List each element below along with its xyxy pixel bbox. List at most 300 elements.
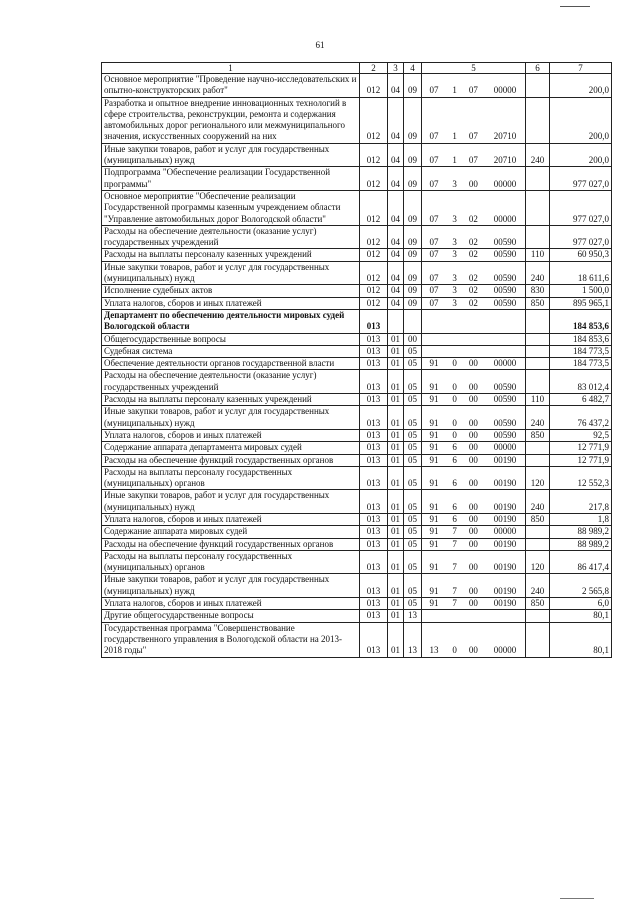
target-article-part: 02	[468, 237, 478, 248]
target-article-part: 00	[468, 178, 478, 189]
target-article-cell	[422, 454, 526, 466]
header-cell: 2	[360, 63, 388, 74]
target-article-part: 91	[429, 381, 439, 392]
target-article-parts	[423, 526, 524, 537]
section-code-cell: 01	[388, 574, 404, 598]
target-article-cell	[422, 297, 526, 309]
expense-type-cell	[526, 190, 550, 225]
target-article-parts	[423, 586, 524, 597]
expense-type-cell	[526, 74, 550, 98]
amount-cell: 200,0	[550, 143, 612, 167]
target-article-cell	[422, 225, 526, 249]
table-row	[102, 345, 612, 357]
subsection-code-cell: 05	[404, 574, 422, 598]
target-article-part: 00590	[493, 273, 517, 284]
target-article-part: 7	[452, 526, 457, 537]
expense-name-cell: Расходы на обеспечение функций государственных органов	[102, 454, 360, 466]
amount-cell: 184 773,5	[550, 358, 612, 370]
target-article-part: 00000	[493, 645, 517, 656]
expense-type-cell: 240	[526, 490, 550, 514]
subsection-code-cell: 05	[404, 513, 422, 525]
target-article-part: 00000	[493, 442, 517, 453]
table-row	[102, 261, 612, 285]
target-article-part: 1	[452, 155, 457, 166]
amount-cell: 80,1	[550, 622, 612, 657]
target-article-parts	[423, 273, 524, 284]
ministry-code-cell: 012	[360, 74, 388, 98]
target-article-part: 13	[429, 645, 439, 656]
target-article-parts	[423, 514, 524, 525]
expense-name-cell: Расходы на обеспечение функций государственных органов	[102, 538, 360, 550]
target-article-parts	[423, 478, 524, 489]
target-article-parts	[423, 131, 524, 142]
expense-type-cell: 110	[526, 394, 550, 406]
expense-name-cell: Иные закупки товаров, работ и услуг для государственных (муниципальных) нужд	[102, 406, 360, 430]
target-article-part: 91	[429, 538, 439, 549]
section-code-cell: 01	[388, 358, 404, 370]
expense-name-cell: Расходы на обеспечение деятельности (оказание услуг) государственных учреждений	[102, 225, 360, 249]
amount-cell: 76 437,2	[550, 406, 612, 430]
expense-name-cell: Судебная система	[102, 345, 360, 357]
table-row	[102, 249, 612, 261]
amount-cell: 1 500,0	[550, 285, 612, 297]
expense-type-cell	[526, 622, 550, 657]
target-article-part: 20710	[493, 131, 517, 142]
table-row	[102, 285, 612, 297]
ministry-code-cell: 013	[360, 526, 388, 538]
amount-cell: 60 950,3	[550, 249, 612, 261]
target-article-part: 0	[452, 394, 457, 405]
ministry-code-cell: 012	[360, 97, 388, 143]
expense-name-cell: Уплата налогов, сборов и иных платежей	[102, 297, 360, 309]
table-row	[102, 513, 612, 525]
section-code-cell: 04	[388, 285, 404, 297]
target-article-part: 00590	[493, 237, 517, 248]
target-article-part: 00190	[493, 538, 517, 549]
subsection-code-cell: 05	[404, 442, 422, 454]
target-article-part: 02	[468, 273, 478, 284]
page-number: 61	[315, 40, 325, 50]
target-article-parts	[423, 645, 524, 656]
ministry-code-cell: 012	[360, 249, 388, 261]
target-article-parts	[423, 455, 524, 466]
target-article-parts	[423, 562, 524, 573]
subsection-code-cell: 09	[404, 143, 422, 167]
target-article-cell	[422, 394, 526, 406]
target-article-part: 00	[468, 454, 478, 465]
table-row	[102, 309, 612, 333]
expense-type-cell: 850	[526, 598, 550, 610]
target-article-cell	[422, 598, 526, 610]
target-article-part: 00	[468, 417, 478, 428]
expense-type-cell	[526, 333, 550, 345]
section-code-cell: 01	[388, 550, 404, 574]
expense-name-cell: Иные закупки товаров, работ и услуг для государственных (муниципальных) нужд	[102, 574, 360, 598]
amount-cell: 12 552,3	[550, 466, 612, 490]
target-article-part: 7	[452, 538, 457, 549]
expense-type-cell: 850	[526, 429, 550, 441]
ministry-code-cell: 012	[360, 261, 388, 285]
expense-name-cell: Расходы на выплаты персоналу государственных (муниципальных) органов	[102, 550, 360, 574]
section-code-cell: 04	[388, 97, 404, 143]
target-article-part: 00	[468, 562, 478, 573]
target-article-part: 7	[452, 562, 457, 573]
section-code-cell: 04	[388, 249, 404, 261]
ministry-code-cell: 013	[360, 598, 388, 610]
target-article-part: 00	[468, 585, 478, 596]
subsection-code-cell: 09	[404, 74, 422, 98]
target-article-part: 00190	[493, 598, 517, 609]
section-code-cell: 01	[388, 513, 404, 525]
target-article-cell	[422, 97, 526, 143]
section-code-cell: 04	[388, 190, 404, 225]
expense-name-cell: Расходы на выплаты персоналу казенных учреждений	[102, 249, 360, 261]
table-row	[102, 466, 612, 490]
target-article-parts	[423, 179, 524, 190]
subsection-code-cell: 09	[404, 190, 422, 225]
target-article-parts	[423, 285, 524, 296]
amount-cell: 92,5	[550, 429, 612, 441]
target-article-part: 00190	[493, 585, 517, 596]
expense-type-cell: 240	[526, 261, 550, 285]
target-article-part: 00000	[493, 85, 517, 96]
subsection-code-cell: 05	[404, 394, 422, 406]
table-row	[102, 167, 612, 191]
target-article-cell	[422, 190, 526, 225]
target-article-part: 00190	[493, 513, 517, 524]
expense-name-cell: Содержание аппарата департамента мировых судей	[102, 442, 360, 454]
ministry-code-cell: 013	[360, 466, 388, 490]
section-code-cell: 04	[388, 261, 404, 285]
target-article-part: 3	[452, 213, 457, 224]
section-code-cell: 01	[388, 538, 404, 550]
amount-cell: 977 027,0	[550, 225, 612, 249]
subsection-code-cell: 13	[404, 610, 422, 622]
section-code-cell: 04	[388, 167, 404, 191]
table-row	[102, 538, 612, 550]
target-article-part: 00590	[493, 417, 517, 428]
section-code-cell: 01	[388, 345, 404, 357]
table-row	[102, 622, 612, 657]
ministry-code-cell: 013	[360, 454, 388, 466]
expense-name-cell: Иные закупки товаров, работ и услуг для государственных (муниципальных) нужд	[102, 261, 360, 285]
amount-cell: 1,8	[550, 513, 612, 525]
section-code-cell: 01	[388, 466, 404, 490]
section-code-cell: 04	[388, 74, 404, 98]
section-code-cell: 01	[388, 406, 404, 430]
target-article-part: 91	[429, 585, 439, 596]
ministry-code-cell: 013	[360, 429, 388, 441]
header-cell: 6	[526, 63, 550, 74]
target-article-part: 1	[452, 131, 457, 142]
subsection-code-cell: 09	[404, 97, 422, 143]
expense-type-cell: 120	[526, 550, 550, 574]
table-row	[102, 225, 612, 249]
amount-cell: 12 771,9	[550, 442, 612, 454]
target-article-part: 00000	[493, 178, 517, 189]
expense-type-cell: 240	[526, 406, 550, 430]
target-article-part: 07	[468, 155, 478, 166]
expense-name-cell: Уплата налогов, сборов и иных платежей	[102, 598, 360, 610]
table-row	[102, 297, 612, 309]
target-article-part: 91	[429, 358, 439, 369]
target-article-part: 0	[452, 645, 457, 656]
ministry-code-cell: 013	[360, 394, 388, 406]
target-article-part: 91	[429, 442, 439, 453]
section-code-cell: 01	[388, 490, 404, 514]
ministry-code-cell: 013	[360, 333, 388, 345]
target-article-part: 6	[452, 454, 457, 465]
target-article-part: 00000	[493, 526, 517, 537]
subsection-code-cell	[404, 309, 422, 333]
ministry-code-cell: 013	[360, 406, 388, 430]
table-row	[102, 550, 612, 574]
target-article-part: 00190	[493, 562, 517, 573]
expense-name-cell: Расходы на выплаты персоналу казенных учреждений	[102, 394, 360, 406]
target-article-part: 07	[429, 249, 439, 260]
target-article-parts	[423, 237, 524, 248]
section-code-cell: 01	[388, 442, 404, 454]
target-article-part: 7	[452, 598, 457, 609]
target-article-part: 00	[468, 394, 478, 405]
target-article-part: 3	[452, 297, 457, 308]
target-article-cell	[422, 622, 526, 657]
amount-cell: 184 853,6	[550, 309, 612, 333]
target-article-part: 91	[429, 562, 439, 573]
target-article-cell	[422, 74, 526, 98]
target-article-parts	[423, 298, 524, 309]
target-article-part: 91	[429, 598, 439, 609]
target-article-part: 0	[452, 358, 457, 369]
subsection-code-cell: 05	[404, 345, 422, 357]
subsection-code-cell: 09	[404, 225, 422, 249]
target-article-part: 91	[429, 501, 439, 512]
subsection-code-cell: 05	[404, 538, 422, 550]
expense-type-cell	[526, 345, 550, 357]
expense-name-cell: Обеспечение деятельности органов государственной власти	[102, 358, 360, 370]
subsection-code-cell: 09	[404, 261, 422, 285]
target-article-parts	[423, 394, 524, 405]
ministry-code-cell: 013	[360, 622, 388, 657]
target-article-cell	[422, 610, 526, 622]
amount-cell: 184 773,5	[550, 345, 612, 357]
amount-cell: 184 853,6	[550, 333, 612, 345]
ministry-code-cell: 012	[360, 190, 388, 225]
header-cell: 5	[422, 63, 526, 74]
expense-name-cell: Иные закупки товаров, работ и услуг для государственных (муниципальных) нужд	[102, 143, 360, 167]
target-article-part: 00190	[493, 454, 517, 465]
ministry-code-cell: 013	[360, 370, 388, 394]
target-article-part: 07	[468, 85, 478, 96]
section-code-cell: 01	[388, 394, 404, 406]
expense-name-cell: Уплата налогов, сборов и иных платежей	[102, 513, 360, 525]
header-row	[102, 63, 612, 74]
target-article-cell	[422, 345, 526, 357]
ministry-code-cell: 013	[360, 490, 388, 514]
target-article-parts	[423, 430, 524, 441]
table-row	[102, 190, 612, 225]
ministry-code-cell: 013	[360, 309, 388, 333]
target-article-part: 07	[429, 131, 439, 142]
ministry-code-cell: 012	[360, 297, 388, 309]
ministry-code-cell: 013	[360, 345, 388, 357]
target-article-cell	[422, 167, 526, 191]
expense-type-cell	[526, 538, 550, 550]
section-code-cell	[388, 309, 404, 333]
table-row	[102, 610, 612, 622]
expense-name-cell: Подпрограмма "Обеспечение реализации Государственной программы"	[102, 167, 360, 191]
target-article-part: 0	[452, 429, 457, 440]
subsection-code-cell: 05	[404, 550, 422, 574]
target-article-part: 91	[429, 394, 439, 405]
expense-name-cell: Разработка и опытное внедрение инновационных технологий в сфере строительства, реконструкции, ремонта и содержания автомобильных дорог регионального или межмуниципального значения, искусственных сооружений на них	[102, 97, 360, 143]
section-code-cell: 04	[388, 143, 404, 167]
amount-cell: 18 611,6	[550, 261, 612, 285]
ministry-code-cell: 012	[360, 225, 388, 249]
target-article-parts	[423, 382, 524, 393]
target-article-part: 3	[452, 237, 457, 248]
target-article-part: 00	[468, 442, 478, 453]
target-article-cell	[422, 550, 526, 574]
target-article-part: 0	[452, 417, 457, 428]
target-article-part: 07	[429, 213, 439, 224]
target-article-part: 00190	[493, 501, 517, 512]
expense-type-cell	[526, 370, 550, 394]
amount-cell: 977 027,0	[550, 190, 612, 225]
table-row	[102, 74, 612, 98]
target-article-cell	[422, 309, 526, 333]
target-article-part: 02	[468, 297, 478, 308]
target-article-cell	[422, 261, 526, 285]
target-article-part: 07	[468, 131, 478, 142]
expense-type-cell	[526, 309, 550, 333]
target-article-cell	[422, 466, 526, 490]
target-article-part: 91	[429, 478, 439, 489]
target-article-part: 6	[452, 501, 457, 512]
subsection-code-cell: 09	[404, 297, 422, 309]
target-article-part: 7	[452, 585, 457, 596]
target-article-cell	[422, 143, 526, 167]
target-article-part: 91	[429, 454, 439, 465]
amount-cell: 977 027,0	[550, 167, 612, 191]
target-article-part: 3	[452, 285, 457, 296]
target-article-part: 00590	[493, 381, 517, 392]
header-cell: 4	[404, 63, 422, 74]
subsection-code-cell: 05	[404, 429, 422, 441]
target-article-parts	[423, 249, 524, 260]
expense-name-cell: Содержание аппарата мировых судей	[102, 526, 360, 538]
ministry-code-cell: 013	[360, 442, 388, 454]
target-article-part: 00	[468, 501, 478, 512]
expense-name-cell: Общегосударственные вопросы	[102, 333, 360, 345]
expense-type-cell: 110	[526, 249, 550, 261]
subsection-code-cell: 05	[404, 598, 422, 610]
subsection-code-cell: 13	[404, 622, 422, 657]
target-article-part: 6	[452, 442, 457, 453]
subsection-code-cell: 00	[404, 333, 422, 345]
table-row	[102, 333, 612, 345]
expense-name-cell: Департамент по обеспечению деятельности мировых судей Вологодской области	[102, 309, 360, 333]
header-cell: 3	[388, 63, 404, 74]
expense-name-cell: Другие общегосударственные вопросы	[102, 610, 360, 622]
target-article-part: 0	[452, 381, 457, 392]
section-code-cell: 01	[388, 370, 404, 394]
amount-cell: 88 989,2	[550, 538, 612, 550]
ministry-code-cell: 012	[360, 285, 388, 297]
target-article-part: 07	[429, 297, 439, 308]
target-article-part: 00	[468, 645, 478, 656]
subsection-code-cell: 05	[404, 406, 422, 430]
table-row	[102, 490, 612, 514]
target-article-part: 91	[429, 429, 439, 440]
table-row	[102, 526, 612, 538]
target-article-part: 07	[429, 85, 439, 96]
target-article-part: 00	[468, 381, 478, 392]
subsection-code-cell: 09	[404, 249, 422, 261]
target-article-parts	[423, 418, 524, 429]
expense-name-cell: Расходы на обеспечение деятельности (оказание услуг) государственных учреждений	[102, 370, 360, 394]
expense-name-cell: Иные закупки товаров, работ и услуг для государственных (муниципальных) нужд	[102, 490, 360, 514]
section-code-cell: 01	[388, 429, 404, 441]
amount-cell: 12 771,9	[550, 454, 612, 466]
target-article-part: 00	[468, 538, 478, 549]
expense-name-cell: Государственная программа "Совершенствование государственного управления в Вологодской области на 2013-2018 годы"	[102, 622, 360, 657]
amount-cell: 217,8	[550, 490, 612, 514]
budget-table	[101, 62, 612, 658]
target-article-parts	[423, 155, 524, 166]
subsection-code-cell: 05	[404, 526, 422, 538]
target-article-part: 00590	[493, 297, 517, 308]
target-article-part: 00190	[493, 478, 517, 489]
amount-cell: 83 012,4	[550, 370, 612, 394]
expense-name-cell: Основное мероприятие "Проведение научно-исследовательских и опытно-конструкторских работ"	[102, 74, 360, 98]
amount-cell: 200,0	[550, 74, 612, 98]
expense-name-cell: Расходы на выплаты персоналу государственных (муниципальных) органов	[102, 466, 360, 490]
section-code-cell: 01	[388, 526, 404, 538]
target-article-cell	[422, 442, 526, 454]
target-article-parts	[423, 598, 524, 609]
ministry-code-cell: 013	[360, 358, 388, 370]
target-article-cell	[422, 333, 526, 345]
table-row	[102, 143, 612, 167]
subsection-code-cell: 05	[404, 370, 422, 394]
target-article-part: 07	[429, 273, 439, 284]
expense-type-cell	[526, 358, 550, 370]
target-article-cell	[422, 406, 526, 430]
target-article-part: 3	[452, 178, 457, 189]
target-article-part: 07	[429, 155, 439, 166]
expense-type-cell: 240	[526, 574, 550, 598]
expense-type-cell	[526, 225, 550, 249]
target-article-part: 02	[468, 213, 478, 224]
target-article-part: 00	[468, 429, 478, 440]
target-article-part: 00	[468, 598, 478, 609]
section-code-cell: 01	[388, 622, 404, 657]
target-article-part: 00	[468, 478, 478, 489]
target-article-part: 6	[452, 478, 457, 489]
target-article-part: 91	[429, 513, 439, 524]
target-article-part: 1	[452, 85, 457, 96]
target-article-part: 02	[468, 249, 478, 260]
target-article-cell	[422, 429, 526, 441]
expense-name-cell: Исполнение судебных актов	[102, 285, 360, 297]
amount-cell: 6,0	[550, 598, 612, 610]
section-code-cell: 01	[388, 610, 404, 622]
target-article-parts	[423, 442, 524, 453]
expense-type-cell: 850	[526, 297, 550, 309]
header-cell: 1	[102, 63, 360, 74]
expense-name-cell: Уплата налогов, сборов и иных платежей	[102, 429, 360, 441]
